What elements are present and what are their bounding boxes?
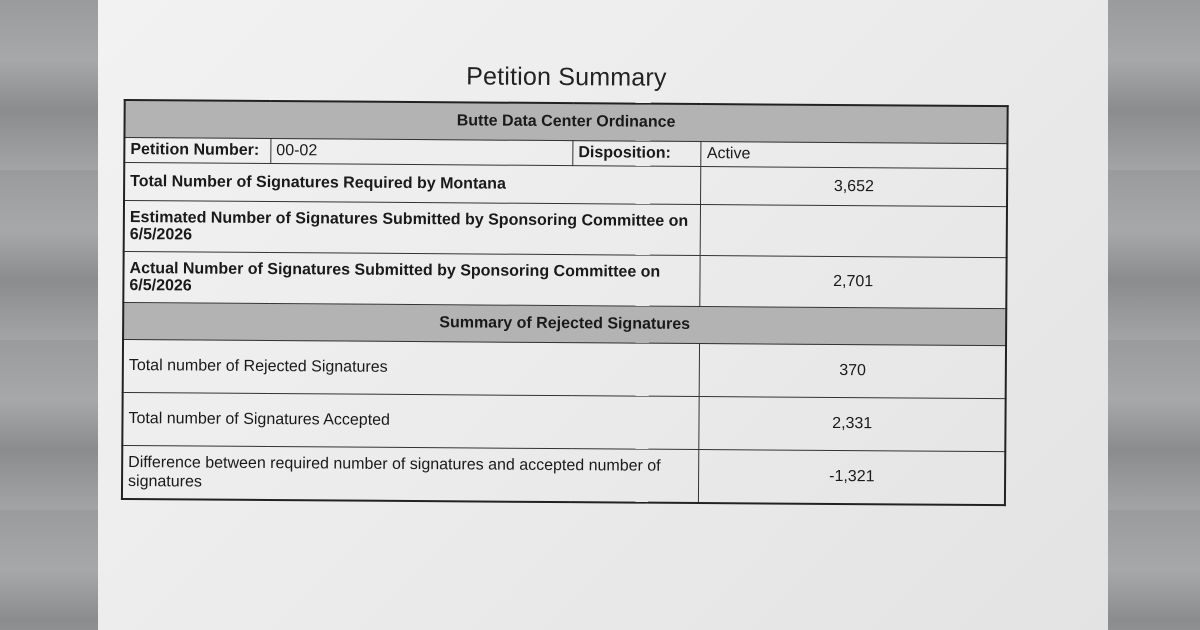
row-label: Total Number of Signatures Required by Montana bbox=[124, 163, 701, 205]
row-value: 370 bbox=[700, 344, 1006, 399]
row-value: 2,331 bbox=[699, 397, 1005, 452]
row-value: -1,321 bbox=[699, 450, 1005, 506]
blurred-background-left bbox=[0, 0, 98, 630]
disposition-label: Disposition: bbox=[573, 141, 702, 167]
row-label: Difference between required number of signatures and accepted number of signatures bbox=[122, 445, 699, 503]
document-title: Petition Summary bbox=[466, 62, 667, 92]
ordinance-header-row bbox=[124, 100, 1007, 144]
petition-number-value: 00-02 bbox=[271, 139, 573, 166]
row-label: Total number of Signatures Accepted bbox=[122, 392, 699, 449]
ordinance-title: Butte Data Center Ordinance bbox=[124, 100, 1007, 144]
row-value bbox=[701, 205, 1007, 258]
table-row bbox=[124, 163, 1007, 207]
petition-summary-table bbox=[121, 99, 1009, 506]
row-label: Estimated Number of Signatures Submitted by Sponsoring Committee on 6/5/2026 bbox=[124, 201, 701, 256]
rejected-header-row bbox=[123, 303, 1006, 346]
table-row bbox=[123, 340, 1006, 399]
disposition-value: Active bbox=[701, 142, 1007, 169]
petition-sheet bbox=[121, 60, 1009, 506]
table-row bbox=[122, 445, 1005, 505]
table-row bbox=[124, 201, 1007, 258]
rejected-summary-title: Summary of Rejected Signatures bbox=[123, 303, 1006, 346]
blurred-background-right bbox=[1108, 0, 1200, 630]
table-row bbox=[123, 252, 1006, 309]
row-value: 3,652 bbox=[701, 167, 1007, 207]
row-label: Actual Number of Signatures Submitted by Sponsoring Committee on 6/5/2026 bbox=[123, 252, 700, 307]
paper-document bbox=[98, 0, 1108, 630]
table-row bbox=[122, 392, 1005, 451]
row-label: Total number of Rejected Signatures bbox=[123, 340, 700, 397]
row-value: 2,701 bbox=[700, 256, 1006, 309]
petition-number-label: Petition Number: bbox=[124, 138, 271, 164]
